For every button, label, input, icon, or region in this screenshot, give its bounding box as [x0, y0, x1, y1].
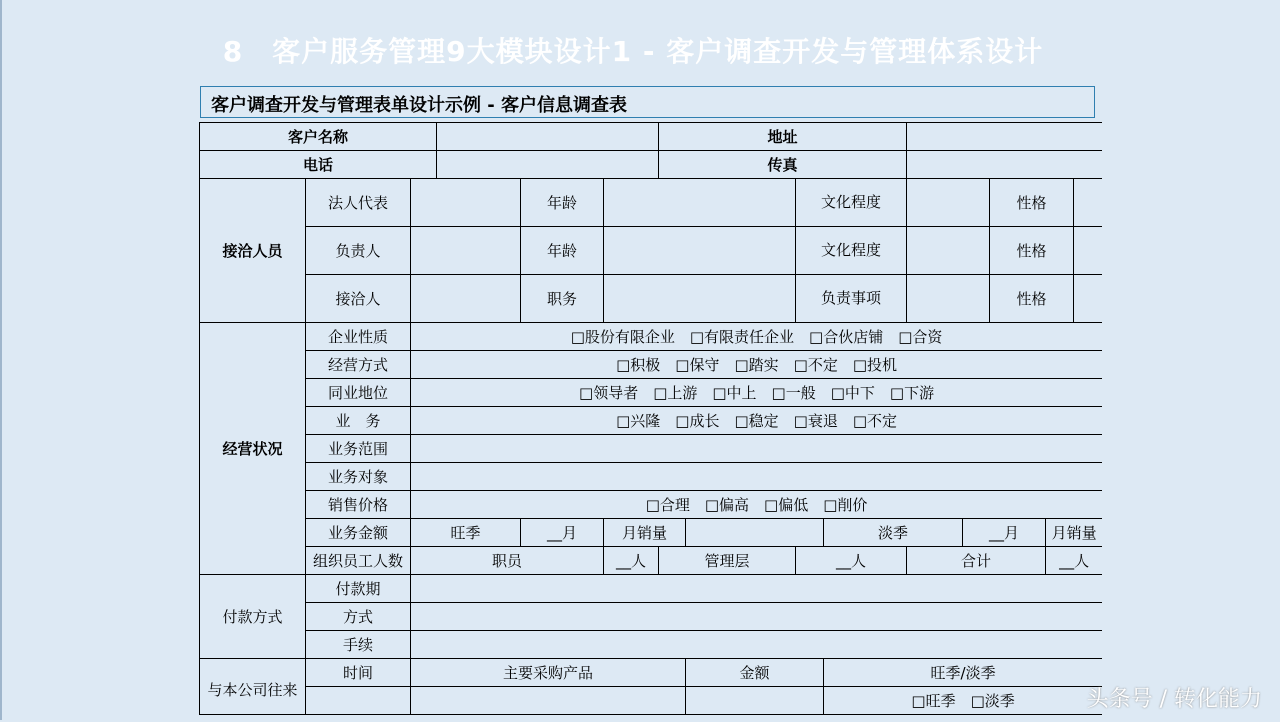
form-table: [199, 122, 1102, 715]
field-field1-value[interactable]: [604, 179, 796, 227]
label-operation-mode: 经营方式: [306, 351, 411, 379]
row-history-entry: [200, 687, 1103, 715]
field-field3-value[interactable]: [1074, 227, 1102, 275]
field-history-time[interactable]: [306, 687, 411, 715]
field-payment-term[interactable]: [411, 575, 1103, 603]
label-payment-group: 付款方式: [200, 575, 306, 659]
label-business-target: 业务对象: [306, 463, 411, 491]
label-reception-group: 接洽人员: [200, 179, 306, 323]
field-fax[interactable]: [907, 151, 1102, 179]
label-field2: 文化程度: [796, 179, 907, 227]
label-field3: 性格: [990, 275, 1074, 323]
field-management-count[interactable]: __人: [796, 547, 907, 575]
row-business: [200, 407, 1103, 435]
label-history-amount: 金额: [686, 659, 824, 687]
label-operation-group: 经营状况: [200, 323, 306, 575]
options-operation-mode[interactable]: □积极 □保守 □踏实 □不定 □投机: [411, 351, 1103, 379]
label-fax: 传真: [659, 151, 907, 179]
reception-row: [200, 275, 1103, 323]
field-payment-procedure[interactable]: [411, 631, 1103, 659]
row-sales-price: [200, 491, 1103, 519]
field-role-value[interactable]: [411, 227, 521, 275]
customer-survey-form: [199, 122, 1102, 722]
field-customer-name[interactable]: [437, 123, 659, 151]
field-field3-value[interactable]: [1074, 179, 1102, 227]
label-field3: 性格: [990, 227, 1074, 275]
subtitle: 客户调查开发与管理表单设计示例 - 客户信息调查表: [211, 95, 628, 116]
field-field1-value[interactable]: [604, 275, 796, 323]
label-address: 地址: [659, 123, 907, 151]
label-payment-term: 付款期: [306, 575, 411, 603]
subtitle-box: [200, 86, 1095, 118]
options-sales-price[interactable]: □合理 □偏高 □偏低 □削价: [411, 491, 1103, 519]
field-role-value[interactable]: [411, 275, 521, 323]
field-field3-value[interactable]: [1074, 275, 1102, 323]
label-peak-sales: 月销量: [604, 519, 686, 547]
field-history-amount[interactable]: [686, 687, 824, 715]
label-history-time: 时间: [306, 659, 411, 687]
label-industry-position: 同业地位: [306, 379, 411, 407]
label-history-group: 与本公司往来: [200, 659, 306, 715]
field-field2-value[interactable]: [907, 179, 990, 227]
label-phone: 电话: [200, 151, 437, 179]
options-history-season[interactable]: □旺季 □淡季: [824, 687, 1102, 715]
row-payment-procedure: [200, 631, 1103, 659]
field-phone[interactable]: [437, 151, 659, 179]
label-payment-method: 方式: [306, 603, 411, 631]
row-payment-method: [200, 603, 1103, 631]
label-total: 合计: [907, 547, 1046, 575]
row-customer-name: [200, 123, 1103, 151]
label-off-sales: 月销量: [1046, 519, 1102, 547]
field-role-value[interactable]: [411, 179, 521, 227]
field-history-product[interactable]: [411, 687, 686, 715]
slide-title: 8 客户服务管理9大模块设计1 - 客户调查开发与管理体系设计: [222, 35, 1044, 68]
label-field3: 性格: [990, 179, 1074, 227]
label-history-product: 主要采购产品: [411, 659, 686, 687]
label-field2: 文化程度: [796, 227, 907, 275]
label-business-scope: 业务范围: [306, 435, 411, 463]
field-field2-value[interactable]: [907, 275, 990, 323]
label-role: 法人代表: [306, 179, 411, 227]
label-business: 业 务: [306, 407, 411, 435]
field-clerk-count[interactable]: __人: [604, 547, 659, 575]
field-business-scope[interactable]: [411, 435, 1103, 463]
row-business-target: [200, 463, 1103, 491]
label-off-season: 淡季: [824, 519, 963, 547]
label-field1: 年龄: [521, 227, 604, 275]
label-clerk: 职员: [411, 547, 604, 575]
label-customer-name: 客户名称: [200, 123, 437, 151]
row-business-scope: [200, 435, 1103, 463]
reception-row: [200, 227, 1103, 275]
row-business-amount: [200, 519, 1103, 547]
label-sales-price: 销售价格: [306, 491, 411, 519]
watermark: 头条号 / 转化能力: [1086, 687, 1262, 712]
label-staff-count: 组织员工人数: [306, 547, 411, 575]
label-history-season: 旺季/淡季: [824, 659, 1102, 687]
label-field1: 职务: [521, 275, 604, 323]
options-enterprise-nature[interactable]: □股份有限企业 □有限责任企业 □合伙店铺 □合资: [411, 323, 1103, 351]
row-enterprise-nature: [200, 323, 1103, 351]
field-business-target[interactable]: [411, 463, 1103, 491]
field-payment-method[interactable]: [411, 603, 1103, 631]
reception-row: [200, 179, 1103, 227]
field-address[interactable]: [907, 123, 1102, 151]
options-business[interactable]: □兴隆 □成长 □稳定 □衰退 □不定: [411, 407, 1103, 435]
label-enterprise-nature: 企业性质: [306, 323, 411, 351]
options-industry-position[interactable]: □领导者 □上游 □中上 □一般 □中下 □下游: [411, 379, 1103, 407]
field-peak-sales-value[interactable]: [686, 519, 824, 547]
label-role: 接洽人: [306, 275, 411, 323]
row-payment-term: [200, 575, 1103, 603]
row-history-header: [200, 659, 1103, 687]
label-management: 管理层: [659, 547, 796, 575]
label-payment-procedure: 手续: [306, 631, 411, 659]
field-total-count[interactable]: __人: [1046, 547, 1102, 575]
label-field2: 负责事项: [796, 275, 907, 323]
field-off-month[interactable]: __月: [963, 519, 1046, 547]
row-phone: [200, 151, 1103, 179]
row-operation-mode: [200, 351, 1103, 379]
label-role: 负责人: [306, 227, 411, 275]
label-business-amount: 业务金额: [306, 519, 411, 547]
label-peak-season: 旺季: [411, 519, 521, 547]
row-staff-count: [200, 547, 1103, 575]
field-field1-value[interactable]: [604, 227, 796, 275]
left-rule: [0, 0, 2, 720]
row-industry-position: [200, 379, 1103, 407]
field-field2-value[interactable]: [907, 227, 990, 275]
field-peak-month[interactable]: __月: [521, 519, 604, 547]
label-field1: 年龄: [521, 179, 604, 227]
